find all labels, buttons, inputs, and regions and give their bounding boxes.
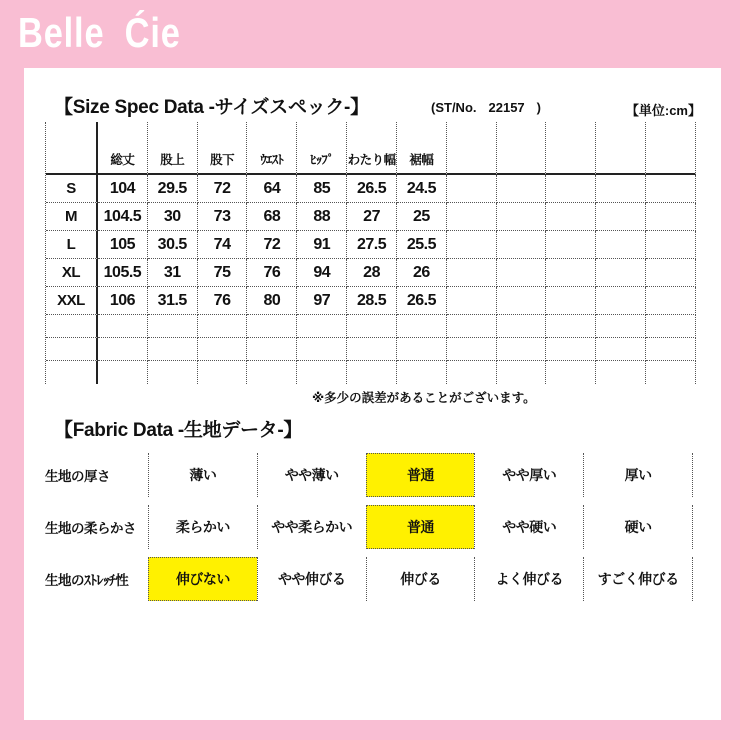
size-empty-row-label — [46, 361, 98, 384]
size-cell: 75 — [198, 259, 248, 287]
size-cell: 68 — [247, 203, 297, 231]
size-empty-cell — [646, 338, 696, 361]
size-cell — [546, 259, 596, 287]
size-col-header: 股上 — [148, 122, 198, 175]
size-cell — [646, 231, 696, 259]
size-empty-cell — [247, 338, 297, 361]
size-header-corner — [46, 122, 98, 175]
size-empty-cell — [646, 315, 696, 338]
fabric-option: よく伸びる — [474, 557, 583, 601]
size-col-header: 総丈 — [98, 122, 148, 175]
size-cell — [596, 287, 646, 315]
fabric-option: やや柔らかい — [257, 505, 366, 549]
size-empty-row-label — [46, 315, 98, 338]
size-empty-cell — [247, 361, 297, 384]
size-empty-cell — [98, 338, 148, 361]
size-empty-cell — [148, 361, 198, 384]
fabric-option: 硬い — [583, 505, 693, 549]
size-cell — [546, 203, 596, 231]
size-col-header: 裾幅 — [397, 122, 447, 175]
size-cell — [596, 231, 646, 259]
fabric-option: やや伸びる — [257, 557, 366, 601]
size-cell — [646, 287, 696, 315]
size-cell — [646, 203, 696, 231]
size-empty-cell — [347, 315, 397, 338]
size-empty-cell — [497, 338, 547, 361]
size-col-header — [447, 122, 497, 175]
fabric-option: 伸びる — [366, 557, 475, 601]
size-col-header: ｳｴｽﾄ — [247, 122, 297, 175]
size-cell — [447, 231, 497, 259]
unit-label: 【単位:cm】 — [625, 103, 701, 118]
size-empty-cell — [646, 361, 696, 384]
size-cell: 72 — [247, 231, 297, 259]
size-empty-row-label — [46, 338, 98, 361]
size-cell: 30 — [148, 203, 198, 231]
size-empty-cell — [447, 338, 497, 361]
size-cell: 26.5 — [347, 175, 397, 203]
style-number — [431, 100, 541, 115]
size-col-header: わたり幅 — [347, 122, 397, 175]
size-cell — [497, 175, 547, 203]
size-cell — [596, 259, 646, 287]
size-cell: 29.5 — [148, 175, 198, 203]
size-row-label: M — [46, 203, 98, 231]
size-empty-cell — [397, 315, 447, 338]
size-cell — [447, 175, 497, 203]
size-cell: 73 — [198, 203, 248, 231]
size-cell — [596, 175, 646, 203]
size-cell: 80 — [247, 287, 297, 315]
fabric-data-title: 【Fabric Data -生地データ-】 — [54, 420, 303, 441]
size-cell: 76 — [198, 287, 248, 315]
size-cell: 91 — [297, 231, 347, 259]
size-row-label: L — [46, 231, 98, 259]
fabric-row — [45, 505, 693, 549]
size-cell: 30.5 — [148, 231, 198, 259]
size-cell: 28 — [347, 259, 397, 287]
size-row-label: XL — [46, 259, 98, 287]
fabric-option: 柔らかい — [148, 505, 257, 549]
fabric-option-selected: 伸びない — [148, 557, 257, 601]
size-col-header — [497, 122, 547, 175]
size-empty-cell — [297, 315, 347, 338]
size-cell: 72 — [198, 175, 248, 203]
fabric-row — [45, 557, 693, 601]
brand-logo: Belle Ćie — [18, 9, 181, 56]
style-number-value: 22157 — [488, 100, 525, 115]
size-cell — [497, 203, 547, 231]
size-cell: 88 — [297, 203, 347, 231]
size-cell: 105.5 — [98, 259, 148, 287]
size-empty-cell — [397, 338, 447, 361]
fabric-option: すごく伸びる — [583, 557, 693, 601]
size-empty-cell — [347, 361, 397, 384]
size-empty-cell — [148, 338, 198, 361]
size-cell — [497, 259, 547, 287]
fabric-row-label: 生地のｽﾄﾚｯﾁ性 — [45, 573, 129, 588]
size-col-header — [596, 122, 646, 175]
size-cell: 27 — [347, 203, 397, 231]
fabric-data-table — [45, 453, 693, 609]
size-cell: 76 — [247, 259, 297, 287]
size-cell: 85 — [297, 175, 347, 203]
fabric-option: やや薄い — [257, 453, 366, 497]
size-cell: 104 — [98, 175, 148, 203]
size-spec-title: 【Size Spec Data -サイズスペック-】 — [54, 97, 369, 118]
size-empty-cell — [546, 315, 596, 338]
size-empty-cell — [497, 361, 547, 384]
size-empty-cell — [397, 361, 447, 384]
size-empty-cell — [198, 338, 248, 361]
size-cell: 97 — [297, 287, 347, 315]
size-empty-cell — [148, 315, 198, 338]
fabric-option-selected: 普通 — [366, 453, 475, 497]
size-cell: 27.5 — [347, 231, 397, 259]
fabric-option: やや厚い — [474, 453, 583, 497]
size-cell: 106 — [98, 287, 148, 315]
fabric-row — [45, 453, 693, 497]
style-number-close: ) — [536, 100, 541, 115]
size-cell: 28.5 — [347, 287, 397, 315]
size-cell: 94 — [297, 259, 347, 287]
size-cell — [546, 231, 596, 259]
fabric-option: やや硬い — [474, 505, 583, 549]
size-cell — [646, 175, 696, 203]
size-cell: 24.5 — [397, 175, 447, 203]
size-cell: 64 — [247, 175, 297, 203]
size-empty-cell — [447, 361, 497, 384]
size-cell: 105 — [98, 231, 148, 259]
size-col-header — [646, 122, 696, 175]
size-cell: 25 — [397, 203, 447, 231]
fabric-option-selected: 普通 — [366, 505, 475, 549]
size-cell: 26.5 — [397, 287, 447, 315]
size-cell — [646, 259, 696, 287]
size-empty-cell — [297, 361, 347, 384]
size-col-header — [546, 122, 596, 175]
fabric-option: 厚い — [583, 453, 693, 497]
size-empty-cell — [247, 315, 297, 338]
size-col-header: ﾋｯﾌﾟ — [297, 122, 347, 175]
size-empty-cell — [98, 315, 148, 338]
size-empty-cell — [347, 338, 397, 361]
size-cell — [596, 203, 646, 231]
size-row-label: XXL — [46, 287, 98, 315]
size-cell: 26 — [397, 259, 447, 287]
style-number-label: (ST/No. — [431, 100, 477, 115]
size-empty-cell — [198, 361, 248, 384]
size-empty-cell — [546, 338, 596, 361]
size-empty-cell — [297, 338, 347, 361]
size-cell: 104.5 — [98, 203, 148, 231]
fabric-option: 薄い — [148, 453, 257, 497]
size-cell — [546, 287, 596, 315]
size-cell — [447, 287, 497, 315]
size-empty-cell — [596, 361, 646, 384]
size-cell — [447, 259, 497, 287]
size-cell — [497, 231, 547, 259]
size-empty-cell — [198, 315, 248, 338]
size-empty-cell — [596, 315, 646, 338]
size-spec-table — [45, 122, 696, 384]
size-cell: 25.5 — [397, 231, 447, 259]
size-cell: 31 — [148, 259, 198, 287]
size-empty-cell — [596, 338, 646, 361]
size-row-label: S — [46, 175, 98, 203]
size-cell — [447, 203, 497, 231]
size-col-header: 股下 — [198, 122, 248, 175]
size-empty-cell — [546, 361, 596, 384]
size-cell — [497, 287, 547, 315]
size-cell — [546, 175, 596, 203]
size-cell: 74 — [198, 231, 248, 259]
size-empty-cell — [447, 315, 497, 338]
size-empty-cell — [497, 315, 547, 338]
fabric-row-label: 生地の厚さ — [45, 469, 110, 484]
fabric-row-label: 生地の柔らかさ — [45, 521, 136, 536]
size-cell: 31.5 — [148, 287, 198, 315]
tolerance-note: ※多少の誤差があることがございます。 — [312, 391, 536, 405]
size-empty-cell — [98, 361, 148, 384]
content-sheet — [24, 68, 721, 720]
